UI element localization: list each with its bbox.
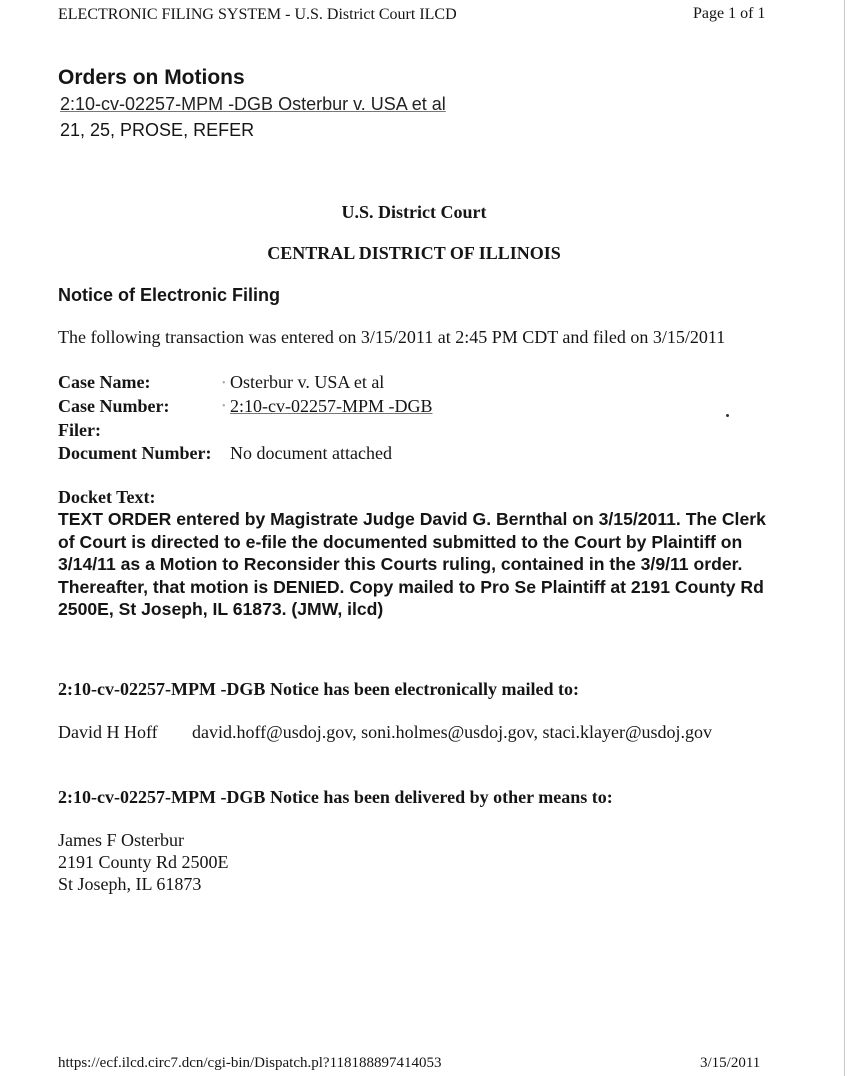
notice-heading: Notice of Electronic Filing	[58, 285, 281, 305]
court-district: CENTRAL DISTRICT OF ILLINOIS	[267, 243, 561, 263]
case-name-value: Osterbur v. USA et al	[230, 372, 385, 392]
footer-url: https://ecf.ilcd.circ7.dcn/cgi-bin/Dispatch.pl?118188897414053	[58, 1055, 442, 1071]
scan-edge	[844, 0, 845, 1076]
filer-label: Filer:	[58, 420, 101, 440]
case-link[interactable]: 2:10-cv-02257-MPM -DGB Osterbur v. USA et al	[60, 94, 446, 114]
electronic-notice-heading: 2:10-cv-02257-MPM -DGB Notice has been electronically mailed to:	[58, 679, 580, 699]
mailing-address-line: 2191 County Rd 2500E	[58, 852, 229, 872]
case-number-label: Case Number:	[58, 396, 170, 416]
page-indicator: Page 1 of 1	[693, 5, 766, 22]
case-number-link[interactable]: 2:10-cv-02257-MPM -DGB	[230, 396, 433, 416]
footer-date: 3/15/2011	[700, 1055, 761, 1071]
court-name: U.S. District Court	[341, 202, 487, 222]
case-name-label: Case Name:	[58, 372, 151, 392]
page-title: Orders on Motions	[58, 66, 245, 89]
scan-mark: •	[222, 401, 226, 412]
transaction-intro: The following transaction was entered on 3/15/2011 at 2:45 PM CDT and filed on 3/15/2011	[58, 327, 726, 347]
other-notice-heading: 2:10-cv-02257-MPM -DGB Notice has been delivered by other means to:	[58, 787, 613, 807]
docket-text: TEXT ORDER entered by Magistrate Judge David G. Bernthal on 3/15/2011. The Clerk of Court is directed to e-file the documented submitted to the Court by Plaintiff on 3/14/11 as a Motion to Reconsider this Courts ruling, contained in the 3/9/11 order. Thereafter, that motion is DENIED. Copy mailed to Pro Se Plaintiff at 2191 County Rd 2500E, St Joseph, IL 61873. (JMW, ilcd)	[58, 509, 766, 619]
recipient-name: David H Hoff	[58, 722, 158, 742]
scan-speck	[726, 414, 729, 417]
mailing-address-line: James F Osterbur	[58, 830, 184, 850]
recipient-emails: david.hoff@usdoj.gov, soni.holmes@usdoj.gov, staci.klayer@usdoj.gov	[192, 722, 713, 742]
document-number-value: No document attached	[230, 443, 392, 463]
mailing-address-line: St Joseph, IL 61873	[58, 874, 202, 894]
docket-text-label: Docket Text:	[58, 487, 156, 507]
scan-mark: •	[222, 378, 226, 389]
case-flags: 21, 25, PROSE, REFER	[60, 120, 255, 140]
document-number-label: Document Number:	[58, 443, 212, 463]
system-title: ELECTRONIC FILING SYSTEM - U.S. District Court ILCD	[58, 6, 457, 23]
